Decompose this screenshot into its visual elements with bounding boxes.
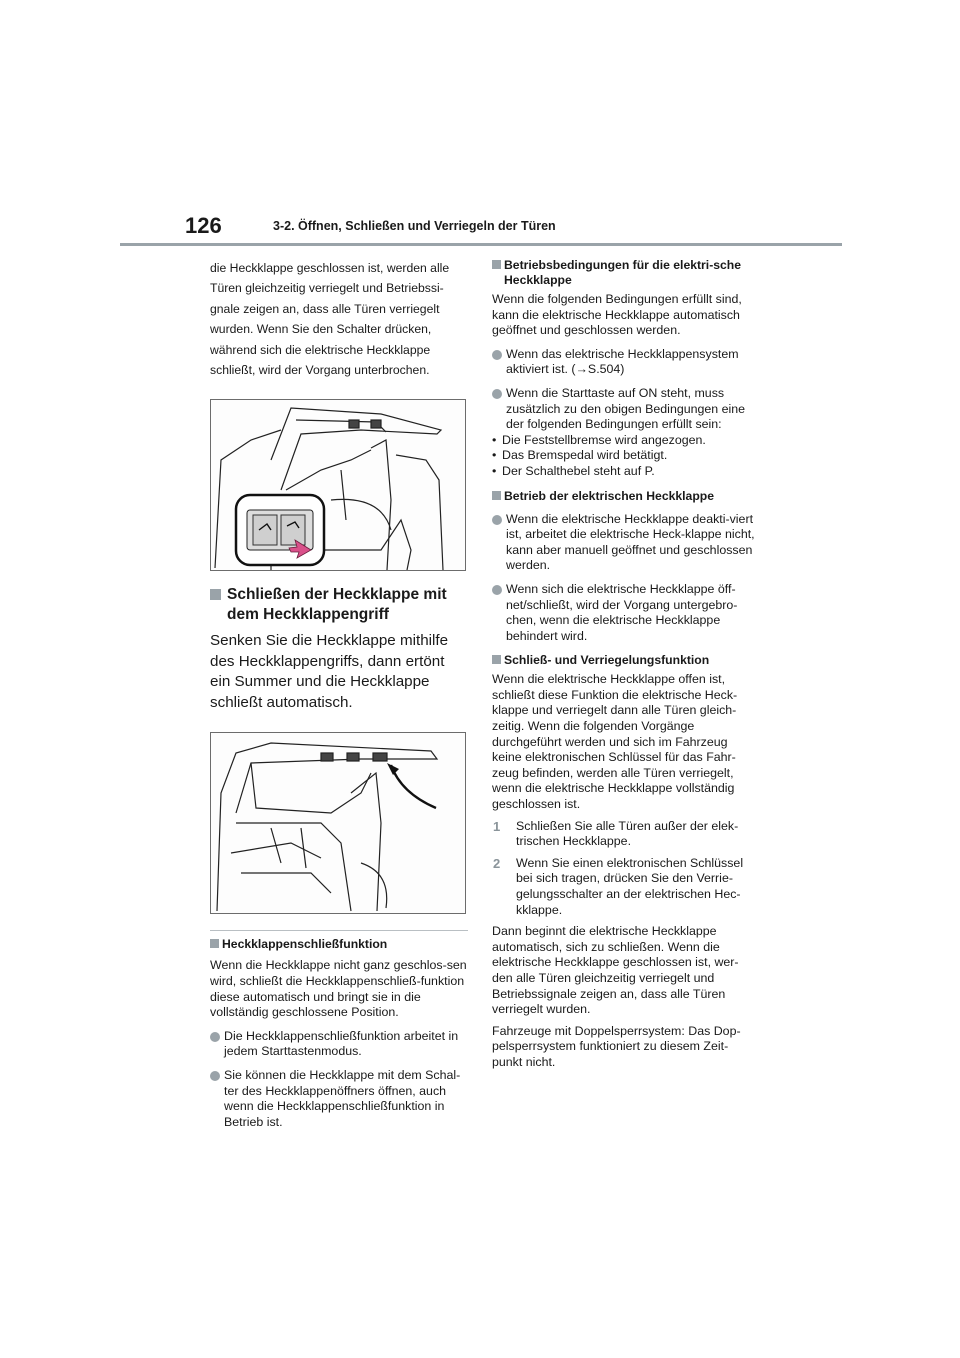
round-bullet-icon — [492, 350, 502, 360]
page-number: 126 — [185, 213, 222, 238]
closing-function-title: Heckklappenschließfunktion — [210, 937, 468, 952]
step-1: 1 Schließen Sie alle Türen außer der elek-trischen Heckklappe. — [493, 818, 739, 849]
section-title-handle: Schließen der Heckklappe mit dem Heckklappengriff — [210, 585, 468, 625]
square-bullet-icon — [492, 655, 501, 664]
closing-bullet-2: Sie können die Heckklappe mit dem Schal-ter des Heckklappenöffners öffnen, auch wenn die Heckklappenschließfunktion in Betrieb ist. — [210, 1068, 468, 1130]
square-bullet-icon — [210, 939, 219, 948]
square-bullet-icon — [492, 491, 501, 500]
conditions-title: Betriebsbedingungen für die elektri-sche Heckklappe — [492, 258, 758, 288]
dash-item: • Die Feststellbremse wird angezogen. — [492, 432, 706, 447]
chapter-title: 3-2. Öffnen, Schließen und Verriegeln der Türen — [273, 219, 556, 233]
round-bullet-icon — [492, 389, 502, 399]
tailgate-handle-illustration — [210, 732, 466, 914]
tailgate-switch-illustration — [210, 399, 466, 571]
round-bullet-icon — [210, 1032, 220, 1042]
operation-title: Betrieb der elektrischen Heckklappe — [492, 489, 758, 504]
divider — [210, 930, 468, 931]
dash-item: • Der Schalthebel steht auf P. — [492, 463, 655, 478]
round-bullet-icon — [492, 585, 502, 595]
intro-paragraph: die Heckklappe geschlossen ist, werden alle Türen gleichzeitig verriegelt und Betriebssi-gnale zeigen an, dass alle Türen verriegelt wurden. Wenn Sie den Schalter drücken, während sich die elektrische Heckklappe schließt, wird der Vorgang unterbrochen. — [210, 261, 450, 378]
conditions-body: Wenn die folgenden Bedingungen erfüllt sind, kann die elektrische Heckklappe automatisch geöffnet und geschlossen werden. — [492, 292, 742, 338]
dash-item: • Das Bremspedal wird betätigt. — [492, 448, 668, 463]
condition-bullet-1: Wenn das elektrische Heckklappensystem aktiviert ist. (→S.504) — [492, 347, 758, 378]
round-bullet-icon — [492, 515, 502, 525]
condition-bullet-2: Wenn die Starttaste auf ON steht, muss zusätzlich zu den obigen Bedingungen eine der folgenden Bedingungen erfüllt sein: — [492, 386, 758, 433]
square-bullet-icon — [210, 589, 221, 600]
left-column — [210, 258, 468, 1130]
operation-bullet-2: Wenn sich die elektrische Heckklappe öff-net/schließt, wird der Vorgang untergebro-chen, wenn die elektrische Heckklappe behindert wird. — [492, 582, 758, 644]
header-rule — [120, 243, 842, 246]
after-steps-paragraph: Dann beginnt die elektrische Heckklappe automatisch, sich zu schließen. Wenn die elektrische Heckklappe geschlossen ist, wer-den alle Türen gleichzeitig verriegelt und Betriebssignale zeigen an, dass alle Türen verriegelt wurden. — [492, 924, 739, 1017]
operation-bullet-1: Wenn die elektrische Heckklappe deakti-viert ist, arbeitet die elektrische Heck-klappe nicht, kann aber manuell geöffnet und geschlossen werden. — [492, 512, 758, 574]
step-2: 2 Wenn Sie einen elektronischen Schlüssel bei sich tragen, drücken Sie den Verrie-gelungsschalter an der elektrischen Hec-kklappe. — [493, 855, 744, 917]
double-lock-note: Fahrzeuge mit Doppelsperrsystem: Das Dop-pelsperrsystem funktioniert zu diesem Zeit-punkt nicht. — [492, 1023, 741, 1069]
round-bullet-icon — [210, 1071, 220, 1081]
closing-bullet-1: Die Heckklappenschließfunktion arbeitet in jedem Starttastenmodus. — [210, 1029, 468, 1060]
lock-function-body: Wenn die elektrische Heckklappe offen ist, schließt diese Funktion die elektrische Heck-klappe und verriegelt dann alle Türen gleich-zeitig. Wenn die folgenden Vorgänge durchgeführt werden und sich im Fahrzeug keine elektronischen Schlüssel für das Fahr-zeug befinden, werden alle Türen verriegelt, wenn die elektrische Heckklappe vollständig geschlossen ist. — [492, 672, 738, 812]
closing-function-body: Wenn die Heckklappe nicht ganz geschlos-sen wird, schließt die Heckklappenschließ-funktion diese automatisch und bringt sie in die vollständig geschlossene Position. — [210, 958, 467, 1020]
page-header — [0, 0, 960, 250]
square-bullet-icon — [492, 260, 501, 269]
step-number: 2 — [493, 855, 501, 871]
step-number: 1 — [493, 818, 501, 834]
lock-function-title: Schließ- und Verriegelungsfunktion — [492, 653, 758, 668]
right-column — [492, 258, 758, 1071]
section-body-handle: Senken Sie die Heckklappe mithilfe des Heckklappengriffs, dann ertönt ein Summer und die Heckklappe schließt automatisch. — [210, 632, 449, 711]
